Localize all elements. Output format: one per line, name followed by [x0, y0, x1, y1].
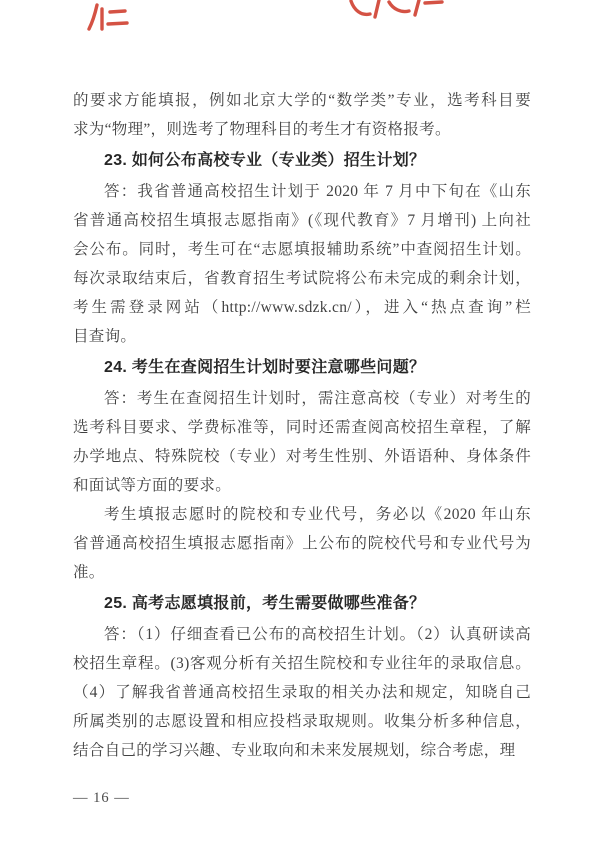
text-line: 考生需登录网站（http://www.sdzk.cn/），进入“热点查询”栏 [73, 299, 531, 316]
text-line: 考生填报志愿时的院校和专业代号，务必以《2020 年山东 [104, 506, 531, 523]
text-line: 和面试等方面的要求。 [73, 477, 232, 494]
text-line: 选考科目要求、学费标准等，同时还需查阅高校招生章程，了解 [73, 419, 531, 436]
document-body [73, 86, 531, 765]
text-line: 准。 [73, 564, 105, 581]
text-line: 结合自己的学习兴趣、专业取向和未来发展规划，综合考虑，理 [73, 742, 516, 759]
question-heading: 24. 考生在查阅招生计划时要注意哪些问题？ [104, 359, 426, 376]
text-line: （4）了解我省普通高校招生录取的相关办法和规定，知晓自己 [73, 684, 531, 701]
red-pen-annotation-icon [85, 2, 129, 32]
red-pen-annotation-icon [345, 0, 447, 24]
text-line: 的要求方能填报，例如北京大学的“数学类”专业，选考科目要 [73, 92, 531, 109]
text-line: 答：（1）仔细查看已公布的高校招生计划。（2）认真研读高 [104, 626, 531, 643]
page-number: — 16 — [73, 790, 130, 806]
text-line: 省普通高校招生填报志愿指南》上公布的院校代号和专业代号为 [73, 535, 531, 552]
text-line: 校招生章程。(3)客观分析有关招生院校和专业往年的录取信息。 [73, 655, 531, 672]
question-heading: 23. 如何公布高校专业（专业类）招生计划？ [104, 152, 426, 169]
text-line: 答：我省普通高校招生计划于 2020 年 7 月中下旬在《山东 [104, 183, 531, 200]
text-line: 办学地点、特殊院校（专业）对考生性别、外语语种、身体条件 [73, 448, 531, 465]
text-line: 答：考生在查阅招生计划时，需注意高校（专业）对考生的 [104, 390, 531, 407]
text-line: 会公布。同时，考生可在“志愿填报辅助系统”中查阅招生计划。 [73, 241, 531, 258]
text-line: 每次录取结束后，省教育招生考试院将公布未完成的剩余计划， [73, 270, 531, 287]
text-line: 求为“物理”，则选考了物理科目的考生才有资格报考。 [73, 121, 451, 138]
text-line: 所属类别的志愿设置和相应投档录取规则。收集分析多种信息， [73, 713, 531, 730]
question-heading: 25. 高考志愿填报前，考生需要做哪些准备？ [104, 595, 426, 612]
text-line: 省普通高校招生填报志愿指南》(《现代教育》7 月增刊) 上向社 [73, 212, 531, 229]
text-line: 目查询。 [73, 328, 137, 345]
